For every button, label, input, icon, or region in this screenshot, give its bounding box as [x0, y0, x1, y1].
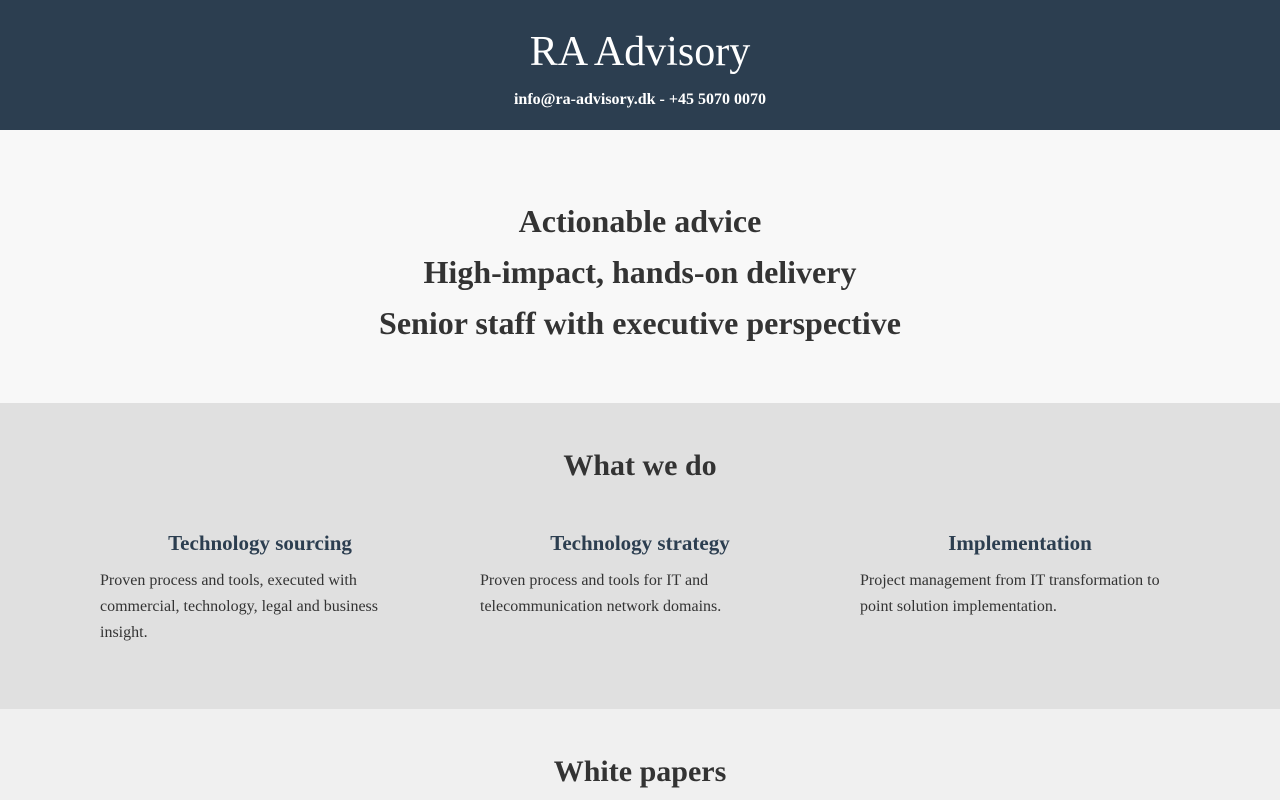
- contact-line: info@ra-advisory.dk - +45 5070 0070: [513, 91, 766, 108]
- service-implementation: [860, 530, 1180, 646]
- services-title: What we do: [563, 449, 717, 482]
- brand-title: RA Advisory: [529, 29, 751, 75]
- services-columns: [100, 530, 1180, 646]
- white-papers-title: White papers: [553, 755, 727, 788]
- site-header: [0, 0, 1280, 130]
- services-section: [0, 403, 1280, 709]
- service-title: Implementation: [948, 531, 1092, 555]
- service-technology-sourcing: [100, 530, 420, 646]
- tagline-hands-on-delivery: High-impact, hands-on delivery: [423, 254, 857, 290]
- service-description: Proven process and tools, executed with commercial, technology, legal and business insight.: [100, 572, 378, 641]
- tagline-senior-staff: Senior staff with executive perspective: [379, 305, 901, 341]
- service-description: Project management from IT transformation to point solution implementation.: [860, 572, 1160, 615]
- service-title: Technology sourcing: [168, 531, 352, 555]
- service-description: Proven process and tools for IT and telecommunication network domains.: [480, 572, 722, 615]
- white-papers-section: [0, 709, 1280, 800]
- service-technology-strategy: [480, 530, 800, 646]
- tagline-actionable-advice: Actionable advice: [518, 203, 762, 239]
- hero-section: [0, 130, 1280, 403]
- service-title: Technology strategy: [550, 531, 730, 555]
